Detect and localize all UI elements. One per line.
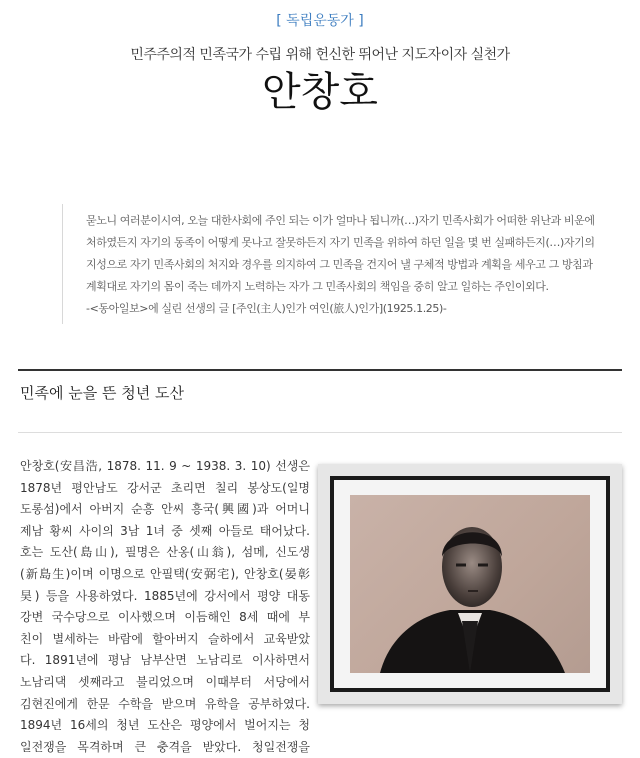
body-line: 친이 별세하는 바람에 할아버지 슬하에서 교육받았 (20, 631, 310, 646)
body-line: 노남리댁 셋째라고 불리었으며 이때부터 서당에서 (20, 674, 310, 689)
page-subtitle: 민주주의적 민족국가 수립 위해 헌신한 뛰어난 지도자이자 실천가 (130, 47, 510, 63)
section-divider-thin (18, 432, 622, 433)
frame-mat (334, 480, 606, 688)
body-line: 다. 1891년에 평남 남부산면 노남리로 이사하면서 (20, 653, 310, 668)
portrait-frame (318, 464, 622, 704)
quote-line: 처하였든지 자기의 동족이 어떻게 못나고 잘못하든지 자기 민족을 위하여 하던 일을 몇 번 실패하든지(…)자기의 (86, 236, 595, 249)
body-line: 강변 국수당으로 이사했으며 이듬해인 8세 때에 부 (20, 610, 310, 625)
quote-source: -<동아일보>에 실린 선생의 글 [주인(主人)인가 여인(旅人)인가](1925.1.25)- (86, 302, 447, 315)
body-line: 제남 황씨 사이의 3남 1녀 중 셋째 아들로 태어났다. (20, 523, 310, 538)
quote-line: 묻노니 여러분이시여, 오늘 대한사회에 주인 되는 이가 얼마나 됩니까(…)자기 민족사회가 어떠한 위난과 비운에 (86, 214, 595, 227)
frame-border (330, 476, 610, 692)
article-body (20, 456, 310, 758)
body-line: 안창호(安昌浩, 1878. 11. 9 ~ 1938. 3. 10) 선생은 (20, 459, 310, 473)
quote-line: 지성으로 자기 민족사회의 처지와 경우를 의지하여 그 민족을 건지어 낼 구체적 방법과 계획을 세우고 그 방침과 (86, 258, 593, 271)
body-line: 호는 도산(島山), 필명은 산옹(山翁), 섬메, 신도생 (20, 545, 310, 560)
body-line: 김현진에게 한문 수학을 받으며 유학을 공부하였다. (20, 696, 310, 711)
quote-line: 계획대로 자기의 몸이 죽는 데까지 노력하는 자가 그 민족사회의 책임을 중히 알고 일하는 주인이외다. (86, 280, 549, 293)
category-label: [ 독립운동가 ] (276, 13, 364, 29)
page-title: 안창호 (262, 69, 378, 115)
body-line: 일전쟁을 목격하며 큰 충격을 받았다. 청일전쟁을 (20, 739, 310, 754)
body-line: 昊) 등을 사용하였다. 1885년에 강서에서 평양 대동 (20, 588, 310, 603)
section-divider (18, 369, 622, 371)
section-heading: 민족에 눈을 뜬 청년 도산 (20, 384, 184, 402)
portrait-figure (350, 495, 590, 673)
quote-text (86, 210, 626, 298)
body-line: 1878년 평안남도 강서군 초리면 칠리 봉상도(일명 (20, 480, 310, 495)
portrait-photo (350, 495, 590, 673)
body-line: 도롱섬)에서 아버지 순흥 안씨 흥국(興國)과 어머니 (20, 502, 310, 517)
body-line: (新島生)이며 이명으로 안필택(安弼宅), 안창호(晏彰 (20, 566, 310, 581)
body-line: 1894년 16세의 청년 도산은 평양에서 벌어지는 청 (20, 718, 310, 733)
